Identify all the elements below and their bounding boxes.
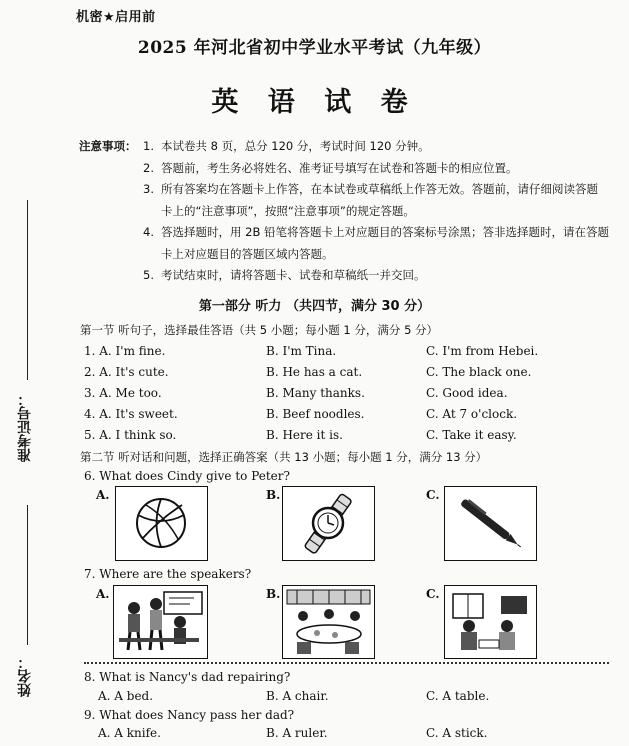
note-item <box>143 179 609 222</box>
option-a: 5. A. I think so. <box>84 428 177 442</box>
option-c: C. The black one. <box>426 365 532 379</box>
option-c: C. A stick. <box>426 726 488 740</box>
q7-label-a: A. <box>96 587 110 601</box>
section2-heading: 第二节 听对话和问题，选择正确答案（共 13 小题；每小题 1 分，满分 13 分） <box>80 450 488 464</box>
restaurant-scene-icon <box>283 586 374 658</box>
classroom-scene-icon <box>114 586 207 658</box>
dotted-divider <box>84 662 609 664</box>
watch-icon <box>283 487 374 560</box>
question-7-text: 7. Where are the speakers? <box>84 567 252 581</box>
note-text: 所有答案均在答题卡上作答，在本试卷或草稿纸上作答无效。答题前，请仔细阅读答题卡上的“注意事项”，按照“注意事项”的规定答题。 <box>161 182 598 218</box>
option-b: B. Many thanks. <box>266 386 365 400</box>
option-c: C. Good idea. <box>426 386 508 400</box>
question-8-options <box>98 689 618 709</box>
question-8-text: 8. What is Nancy's dad repairing? <box>84 670 291 684</box>
part1-heading: 第一部分 听力 （共四节，满分 30 分） <box>198 299 431 314</box>
option-b: B. Here it is. <box>266 428 343 442</box>
option-b: B. Beef noodles. <box>266 407 365 421</box>
option-c: C. At 7 o'clock. <box>426 407 518 421</box>
note-number: 3. <box>143 182 154 196</box>
note-number: 5. <box>143 268 154 282</box>
q7-picture-b-restaurant <box>282 585 375 659</box>
notes-label: 注意事项： <box>79 139 137 153</box>
option-a: A. A bed. <box>98 689 154 703</box>
note-number: 4. <box>143 225 154 239</box>
option-c: C. I'm from Hebei. <box>426 344 539 358</box>
q7-picture-a-classroom <box>113 585 208 659</box>
confidential-mark: 机密★启用前 <box>76 10 156 25</box>
q6-label-b: B. <box>266 488 281 502</box>
notes-block <box>79 136 609 287</box>
subject-title: 英 语 试 卷 <box>211 87 418 118</box>
q7-picture-c-livingroom <box>444 585 537 659</box>
question-1-row <box>84 344 604 364</box>
q6-picture-c-pen <box>444 486 537 561</box>
q6-label-c: C. <box>426 488 440 502</box>
option-a: 1. A. I'm fine. <box>84 344 166 358</box>
option-b: B. He has a cat. <box>266 365 363 379</box>
note-number: 2. <box>143 160 154 175</box>
option-a: 2. A. It's cute. <box>84 365 169 379</box>
option-a: A. A knife. <box>98 726 161 740</box>
question-9-options <box>98 726 618 746</box>
living-room-scene-icon <box>445 586 536 658</box>
name-label: 姓名： <box>17 655 33 697</box>
note-text: 答题前，考生务必将姓名、准考证号填写在试卷和答题卡的相应位置。 <box>161 160 518 175</box>
question-9-text: 9. What does Nancy pass her dad? <box>84 708 295 722</box>
volleyball-icon <box>116 487 207 560</box>
q6-picture-a-volleyball <box>115 486 208 561</box>
q6-picture-b-watch <box>282 486 375 561</box>
pen-icon <box>445 487 536 560</box>
option-b: B. I'm Tina. <box>266 344 337 358</box>
option-b: B. A ruler. <box>266 726 328 740</box>
question-5-row <box>84 428 604 448</box>
option-b: B. A chair. <box>266 689 329 703</box>
exam-title: 2025 年河北省初中学业水平考试（九年级） <box>137 38 492 58</box>
question-3-row <box>84 386 604 406</box>
question-6-text: 6. What does Cindy give to Peter? <box>84 469 290 483</box>
binding-line-top <box>27 200 28 380</box>
note-text: 本试卷共 8 页，总分 120 分，考试时间 120 分钟。 <box>161 139 430 153</box>
question-4-row <box>84 407 604 427</box>
note-item <box>143 222 609 265</box>
option-a: 3. A. Me too. <box>84 386 162 400</box>
binding-line-middle <box>27 505 28 645</box>
q6-label-a: A. <box>96 488 110 502</box>
section1-heading: 第一节 听句子，选择最佳答语（共 5 小题；每小题 1 分，满分 5 分） <box>80 323 439 337</box>
exam-number-label: 准考证号： <box>17 392 33 462</box>
q7-label-c: C. <box>426 587 440 601</box>
option-c: C. A table. <box>426 689 490 703</box>
option-a: 4. A. It's sweet. <box>84 407 178 421</box>
note-text: 答选择题时，用 2B 铅笔将答题卡上对应题目的答案标号涂黑；答非选择题时，请在答题卡上对应题目的答题区域内答题。 <box>161 225 610 261</box>
note-item <box>143 136 609 158</box>
note-item <box>143 158 609 180</box>
notes-list <box>143 136 609 287</box>
option-c: C. Take it easy. <box>426 428 517 442</box>
question-2-row <box>84 365 604 385</box>
note-text: 考试结束时，请将答题卡、试卷和草稿纸一并交回。 <box>161 268 426 282</box>
q7-label-b: B. <box>266 587 281 601</box>
note-number: 1. <box>143 139 154 153</box>
note-item <box>143 265 609 287</box>
